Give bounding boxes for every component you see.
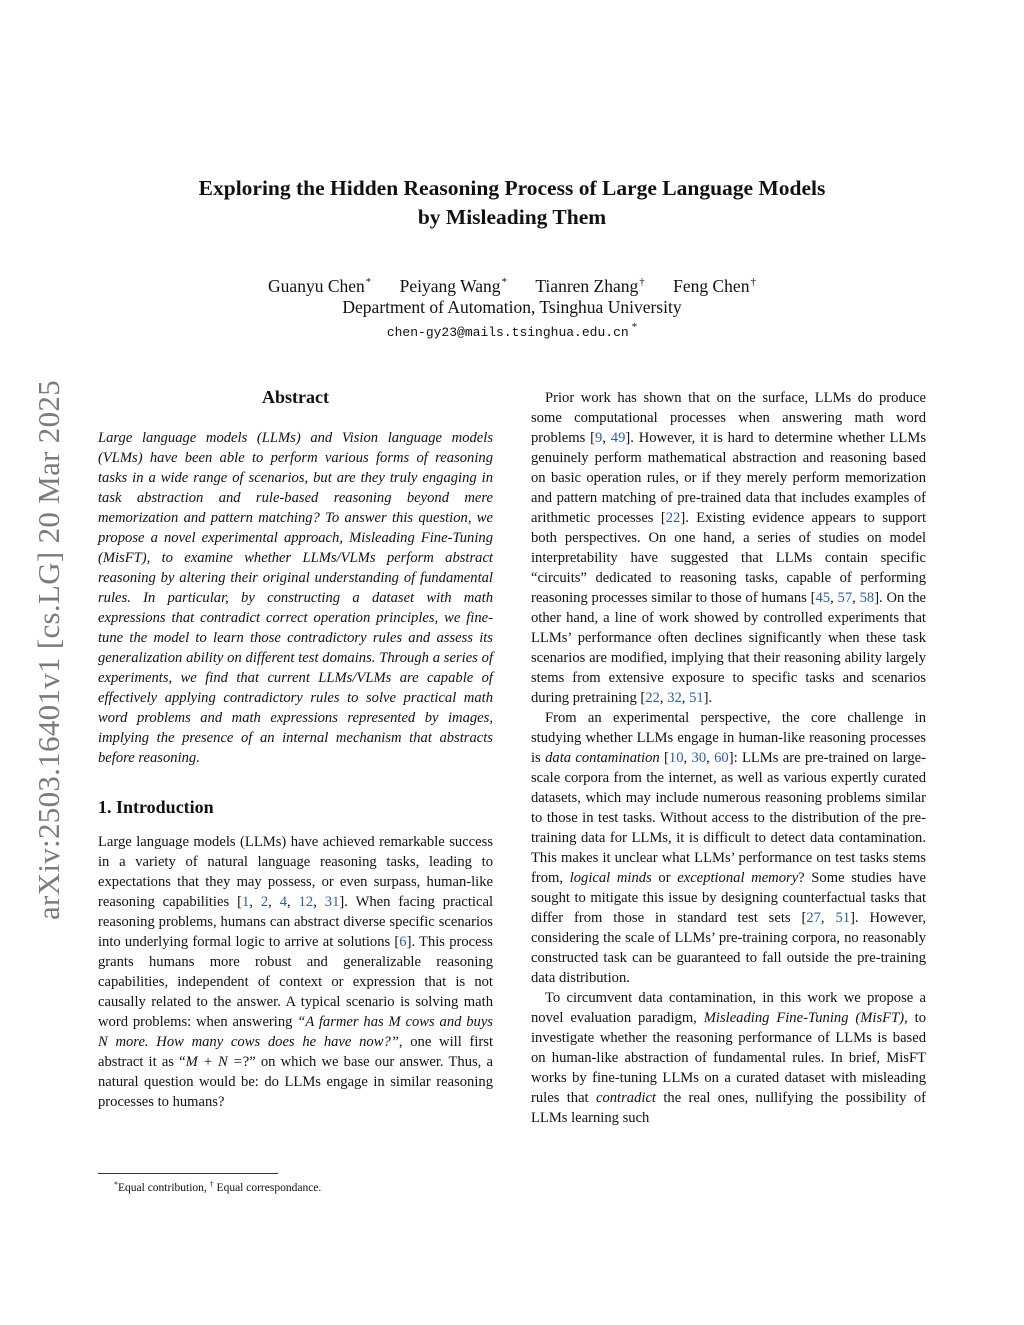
citation-link[interactable]: 30 [691,750,707,766]
citation-link[interactable]: 51 [835,910,851,926]
paper-title-line-1: Exploring the Hidden Reasoning Process of Large Language Models [198,176,826,200]
author-3 [535,270,644,298]
paper-title-line-2: by Misleading Them [417,205,607,229]
text-run: [ [659,750,669,766]
emphasis: logical minds [569,870,652,886]
emphasis: data contamination [545,750,660,766]
author-mark: † [750,276,756,288]
left-column [98,386,493,1112]
citation-link[interactable]: 49 [610,430,626,446]
citation-link[interactable]: 22 [645,690,660,706]
text-run: ]: LLMs are pre-trained on large-scale corpora from the internet, as well as various expertly curated datasets, which may include numerous reasoning problems similar to those in test tasks. Without access to the distribution of the pre-training data for LLMs, it is difficult to detect data contamination. This makes it unclear what LLMs’ performance on test tasks stems from, [531,750,927,886]
author-list [120,270,904,298]
text-run: ?” on which we base our answer. Thus, a natural question would be: do LLMs engage in similar reasoning processes to humans? [98,1054,493,1110]
text-run: Prior work has shown that on the surface, LLMs do produce some computational processes when answering math word problems [ [531,390,926,446]
introduction-heading: 1. Introduction [98,797,214,817]
right-paragraph-2: From an experimental perspective, the core challenge in studying whether LLMs engage in human-like reasoning processes is data contamination [10, 30, 60]: LLMs are pre-trained on large-scale corpora from the internet, as well as various expertly curated datasets, which may include numerous reasoning problems similar to those in test tasks. Without access to the distribution of the pre-training data for LLMs, it is difficult to detect data contamination. This makes it unclear what LLMs’ performance on test tasks stems from, logical minds or exceptional memory? Some studies have sought to mitigate this issue by designing counterfactual tasks that differ from those in standard test sets [27, 51]. However, considering the scale of LLMs’ pre-training corpora, no reasonably constructed task can be guaranteed to fall outside the pre-training data distribution. [531,710,927,986]
introduction-paragraph-1: Large language models (LLMs) have achieved remarkable success in a variety of natural language reasoning tasks, leading to expectations that they may possess, or even surpass, human-like reasoning capabilities [1, 2, 4, 12, 31]. When facing practical reasoning problems, humans can abstract diverse specific scenarios into underlying formal logic to arrive at solutions [6]. This process grants humans more robust and generalizable reasoning capabilities, independent of context or expression that is not causally related to the answer. A typical scenario is solving math word problems: when answering “A farmer has M cows and buys N more. How many cows does he have now?”, one will first abstract it as “M + N =?” on which we base our answer. Thus, a natural question would be: do LLMs engage in similar reasoning processes to humans? [98,834,493,1110]
text-run: ]. On the other hand, a line of work showed by controlled experiments that LLMs’ performance often declines significantly when these task scenarios are modified, implying that their reasoning ability largely stems from extensive exposure to specific tasks and scenarios during pretraining [ [531,590,926,706]
right-column [531,388,926,1128]
right-paragraph-1: Prior work has shown that on the surface, LLMs do produce some computational processes when answering math word problems [9, 49]. However, it is hard to determine whether LLMs genuinely perform mathematical abstraction and reasoning based on basic operation rules, or if they merely perform memorization and pattern matching of pre-trained data that includes examples of arithmetic processes [22]. Existing evidence appears to support both perspectives. On one hand, a series of studies on model interpretability have suggested that LLMs contain specific “circuits” dedicated to reasoning tasks, capable of performing reasoning processes similar to those of humans [45, 57, 58]. On the other hand, a line of work showed by controlled experiments that LLMs’ performance often declines significantly when these task scenarios are modified, implying that their reasoning ability largely stems from extensive exposure to specific tasks and scenarios during pretraining [22, 32, 51]. [531,390,926,706]
citation-link[interactable]: 2 [260,894,269,910]
text-run: , to investigate whether the reasoning performance of LLMs is based on human-like abstraction of fundamental rules. In brief, MisFT works by fine-tuning LLMs on a curated dataset with misleading rules that [531,1010,926,1106]
author-1 [268,270,371,298]
author-4 [673,270,756,298]
paper-title [120,174,904,232]
citation-link[interactable]: 32 [667,690,682,706]
right-paragraph-3 [531,988,926,1128]
text-run: ]. [703,690,713,706]
citation-link[interactable]: 4 [279,894,288,910]
citation-link[interactable]: 6 [399,934,407,950]
citation-link[interactable]: 12 [298,894,314,910]
math-expression: M + N = [185,1054,243,1070]
citation-link[interactable]: 9 [595,430,603,446]
author-name: Feng Chen [673,276,750,296]
text-run: ]. When facing practical reasoning problems, humans can abstract diverse specific scenarios into underlying formal logic to arrive at solutions [ [98,894,493,950]
text-run: ? Some studies have sought to mitigate this issue by designing counterfactual tasks that differ from those in standard test sets [ [531,870,926,926]
italic-quote: “A farmer has M cows and buys N more. How many cows does he have now?” [98,1014,493,1050]
text-run: From an experimental perspective, the core challenge in studying whether LLMs engage in human-like reasoning processes is [531,710,926,766]
affiliation: Department of Automation, Tsinghua University [342,297,682,317]
footnote-mark: * [114,1180,118,1189]
footnote-text: Equal correspondance. [213,1182,322,1194]
text-run: To circumvent data contamination, in this work we propose a novel evaluation paradigm, [531,990,926,1026]
citation-link[interactable]: 22 [665,510,681,526]
contact-email [120,321,904,340]
abstract-heading: Abstract [262,387,329,407]
citation-link[interactable]: 51 [689,690,704,706]
arxiv-identifier-stamp [28,350,70,950]
citation-link[interactable]: 1 [241,894,250,910]
author-name: Guanyu Chen [268,276,365,296]
email-mark: * [631,321,638,333]
text-run: ]. However, it is hard to determine whether LLMs genuinely perform mathematical abstraction and reasoning based on basic operation rules, or if they merely perform memorization and pattern matching of pre-trained data that includes examples of arithmetic processes [ [531,430,926,526]
footnote-divider [98,1173,278,1174]
citation-link[interactable]: 27 [806,910,821,926]
author-mark: † [639,276,645,288]
footnote [114,1177,321,1196]
emphasis: Misleading Fine-Tuning (MisFT) [703,1010,905,1026]
abstract-text: Large language models (LLMs) and Vision language models (VLMs) have been able to perform various forms of reasoning tasks in a wide range of scenarios, but are they truly engaging in task abstraction and rule-based reasoning beyond mere memorization and pattern matching? To answer this question, we propose a novel experimental approach, Misleading Fine-Tuning (MisFT), to examine whether LLMs/VLMs perform abstract reasoning by altering their original understanding of fundamental rules. In particular, by constructing a dataset with math expressions that contradict correct operation principles, we fine-tune the model to learn those contradictory rules and assess its generalization ability on different test domains. Through a series of experiments, we find that current LLMs/VLMs are capable of effectively applying contradictory rules to solve practical math word problems and math expressions represented by images, implying the presence of an internal mechanism that abstracts before reasoning. [98,430,493,766]
author-mark: * [365,276,372,288]
footnote-mark: † [209,1180,214,1189]
arxiv-identifier-text: arXiv:2503.16401v1 [cs.LG] 20 Mar 2025 [31,379,66,921]
text-run: ]. Existing evidence appears to support both perspectives. On one hand, a series of studies on model interpretability have suggested that LLMs contain specific “circuits” dedicated to reasoning tasks, capable of performing reasoning processes similar to those of humans [ [531,510,926,606]
citation-link[interactable]: 31 [324,894,340,910]
email-address[interactable]: chen-gy23@mails.tsinghua.edu.cn [386,325,629,340]
citation-link[interactable]: 45 [815,590,831,606]
text-run: , one will first abstract it as “ [98,1034,493,1070]
author-name: Tianren Zhang [535,276,639,296]
citation-link[interactable]: 10 [668,750,684,766]
emphasis: exceptional memory [677,870,799,886]
citation-link[interactable]: 60 [714,750,729,766]
author-mark: * [501,276,507,288]
text-run: the real ones, nullifying the possibility of LLMs learning such [531,1090,926,1126]
citation-link[interactable]: 57 [837,590,853,606]
footnote-text: Equal contribution, [118,1182,210,1194]
emphasis: contradict [595,1090,656,1106]
text-run: ]. This process grants humans more robust and generalizable reasoning capabilities, independent of context or expression that is not causally related to the answer. A typical scenario is solving math word problems: when answering [98,934,493,1030]
author-2 [400,270,507,298]
text-run: ]. However, considering the scale of LLMs’ pre-training corpora, no reasonably constructed task can be guaranteed to fall outside the pre-training data distribution. [531,910,927,986]
author-name: Peiyang Wang [399,276,501,296]
citation-link[interactable]: 58 [859,590,875,606]
text-run: Large language models (LLMs) have achieved remarkable success in a variety of natural language reasoning tasks, leading to expectations that they may possess, or even surpass, human-like reasoning capabilities [ [98,834,493,910]
text-run: or [651,870,678,886]
